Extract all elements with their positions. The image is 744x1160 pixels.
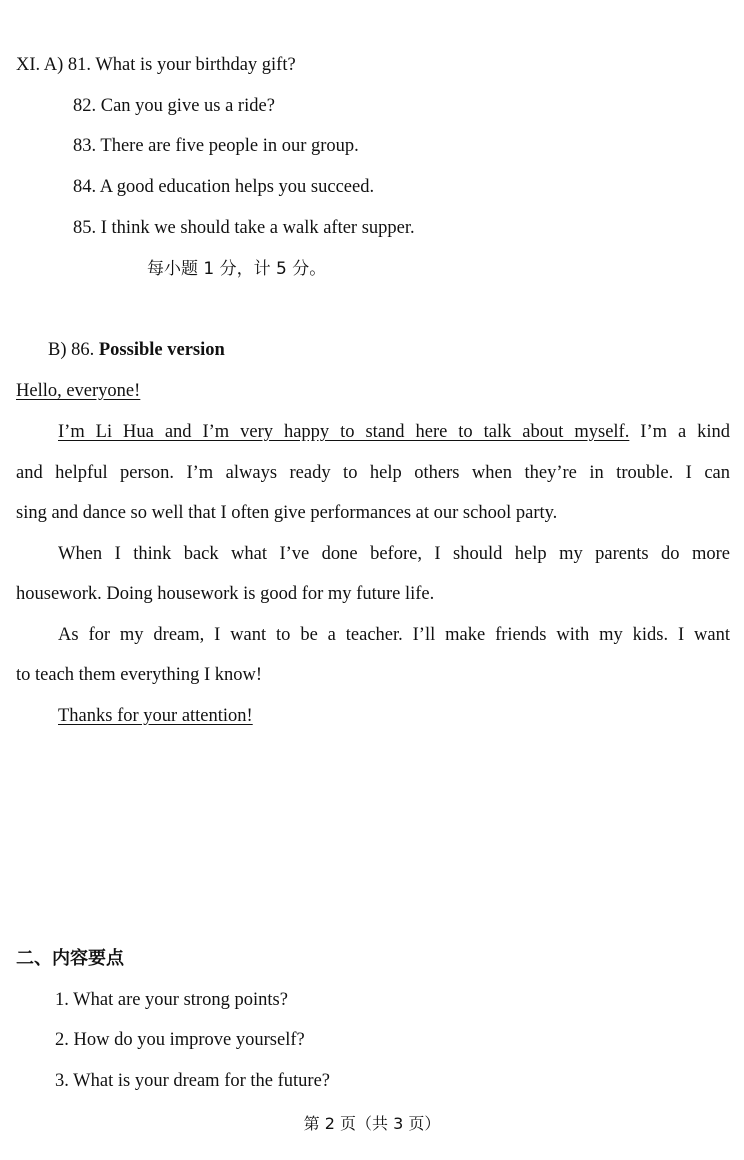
question-85: 85. I think we should take a walk after supper. [73,218,415,238]
section-a-prefix: XI. A) [16,55,64,75]
essay-closing: Thanks for your attention! [58,706,253,726]
page-number: 第 2 页（共 3 页） [303,1114,441,1133]
essay-p1-underlined: I’m Li Hua and I’m very happy to stand here to talk about myself. [58,422,630,442]
essay-p3-line1: As for my dream, I want to be a teacher. I’ll make friends with my kids. I want [58,625,730,645]
essay-greeting: Hello, everyone! [16,381,141,401]
section-b-heading [48,338,225,362]
question-82: 82. Can you give us a ride? [73,96,275,116]
answer-text: 81. What is your birthday gift? [67,55,296,75]
scoring-note: 每小题 1 分，计 5 分。 [147,259,327,279]
content-point-3: 3. What is your dream for the future? [55,1071,331,1091]
question-83: 83. There are five people in our group. [73,136,359,156]
content-point-1: 1. What are your strong points? [55,990,288,1010]
question-81 [16,53,296,77]
essay-p1-rest: I’m a kind [629,422,730,442]
section-b-number: B) 86. [48,340,95,360]
essay-p2-line1: When I think back what I’ve done before, I should help my parents do more [58,544,730,564]
essay-p1-line2: and helpful person. I’m always ready to help others when they’re in trouble. I can [16,463,730,483]
question-84: 84. A good education helps you succeed. [73,177,375,197]
essay-p1-line1 [16,420,730,444]
section-b-title: Possible version [98,340,225,360]
section-two-heading: 二、内容要点 [16,948,124,969]
content-point-2: 2. How do you improve yourself? [55,1030,305,1050]
essay-p2-line2: housework. Doing housework is good for my future life. [16,584,435,604]
essay-p1-line3: sing and dance so well that I often give performances at our school party. [16,503,558,523]
essay-p3-line2: to teach them everything I know! [16,665,263,685]
